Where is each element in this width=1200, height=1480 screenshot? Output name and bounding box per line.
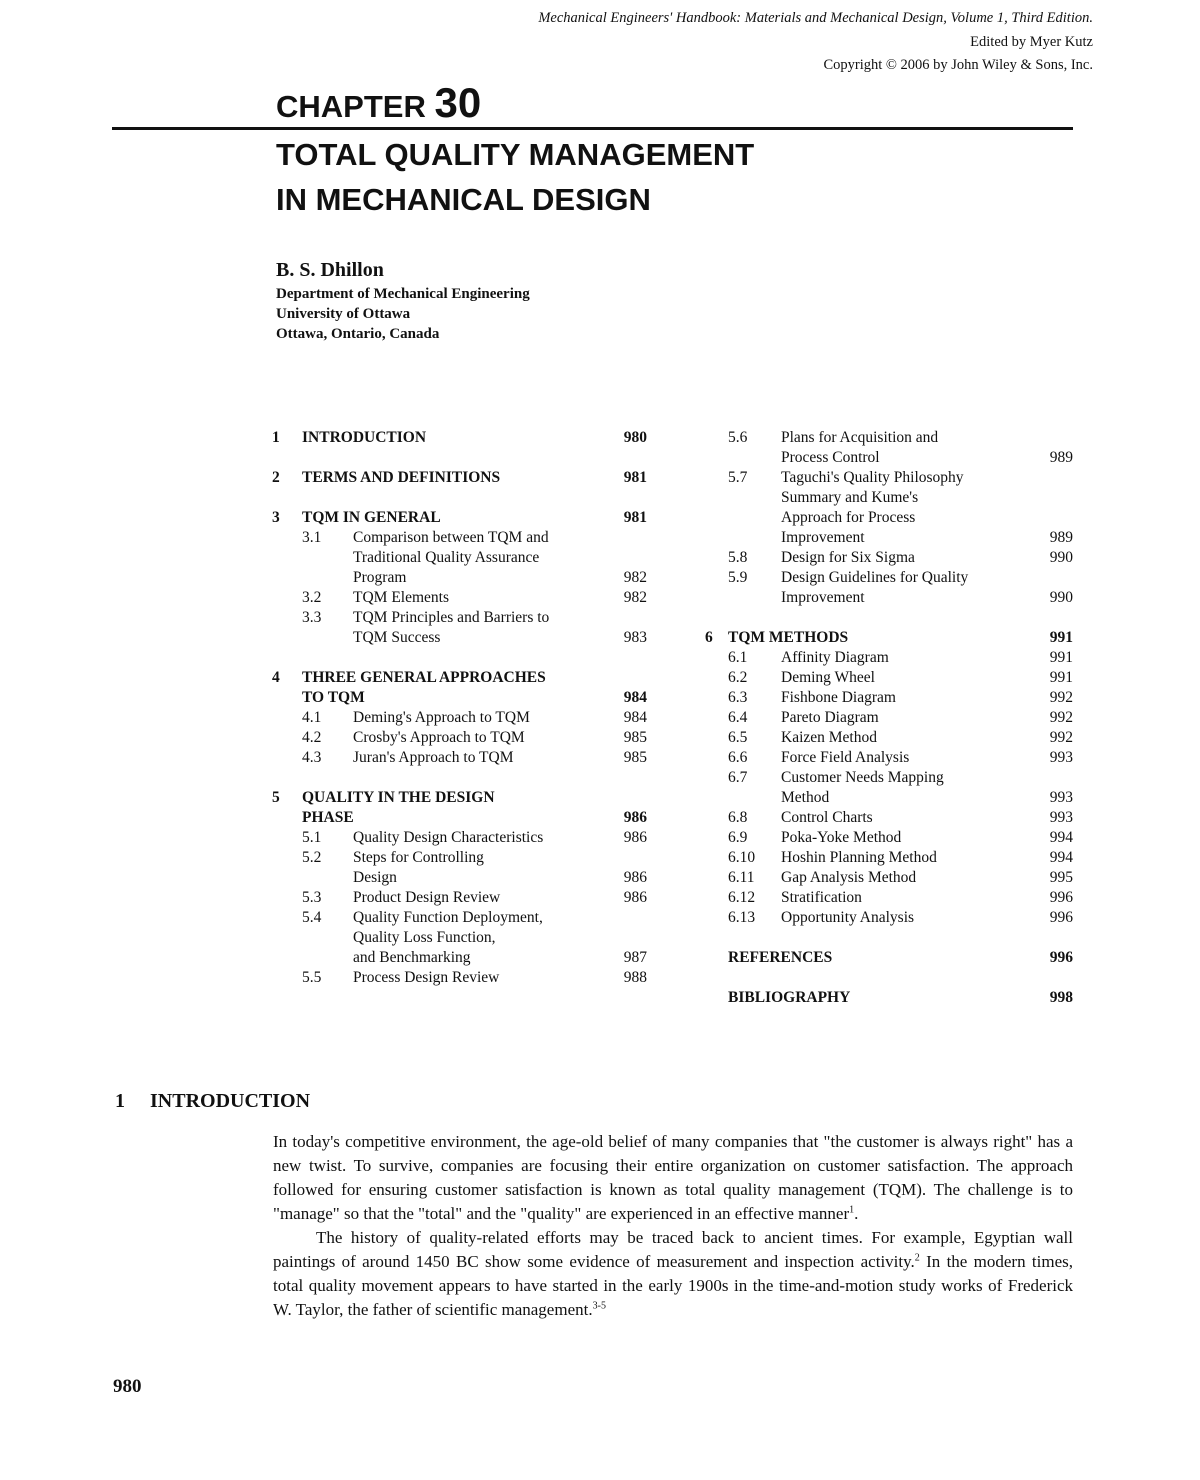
toc-entry	[725, 448, 1075, 468]
paragraph-1-text: In today's competitive environment, the age-old belief of many companies that "the customer is always right" has a new twist. To survive, companies are focusing their entire organization on customer satisfaction. The approach followed for ensuring customer satisfaction is known as total quality management (TQM). The challenge is to "manage" so that the "total" and the "quality" are experienced in an effective manner	[273, 1132, 1073, 1223]
toc-entry-title: Program	[353, 569, 407, 586]
toc-entry	[272, 628, 649, 648]
chapter-title-line-2: IN MECHANICAL DESIGN	[276, 182, 651, 217]
toc-section-number: 5	[272, 789, 280, 806]
toc-entry-title: REFERENCES	[728, 949, 833, 966]
section-heading	[115, 1090, 310, 1113]
toc-entry	[272, 968, 649, 988]
toc-entry-title: Quality Design Characteristics	[353, 829, 544, 846]
toc-subsection-number: 5.4	[302, 909, 322, 926]
toc-entry-title: Summary and Kume's	[781, 489, 919, 506]
toc-subsection-number: 5.6	[728, 429, 748, 446]
toc-entry-title: Process Design Review	[353, 969, 500, 986]
toc-subsection-number: 4.1	[302, 709, 322, 726]
toc-page-number: 981	[623, 509, 647, 526]
toc-subsection-number: 5.3	[302, 889, 322, 906]
toc-entry-title: Design for Six Sigma	[781, 549, 915, 566]
toc-entry-title: Plans for Acquisition and	[781, 429, 939, 446]
toc-subsection-number: 6.1	[728, 649, 748, 666]
toc-spacer	[725, 968, 1075, 988]
chapter-title-line-1: TOTAL QUALITY MANAGEMENT	[276, 137, 755, 172]
reference-1: 1	[849, 1204, 855, 1216]
toc-entry-title: Deming Wheel	[781, 669, 875, 686]
toc-subsection-number: 3.3	[302, 609, 322, 626]
toc-page-number: 982	[623, 589, 647, 606]
toc-section-number: 1	[272, 429, 280, 446]
toc-subsection-number: 6.4	[728, 709, 748, 726]
toc-page-number: 995	[1049, 869, 1073, 886]
toc-entry-title: TQM IN GENERAL	[302, 509, 441, 526]
toc-entry	[272, 928, 649, 948]
toc-entry	[725, 428, 1075, 448]
toc-subsection-number: 6.9	[728, 829, 748, 846]
toc-entry-title: INTRODUCTION	[302, 429, 427, 446]
toc-page-number: 986	[623, 809, 647, 826]
reference-3-5: 3-5	[592, 1300, 606, 1312]
toc-entry-title: Design	[353, 869, 397, 886]
toc-page-number: 986	[623, 869, 647, 886]
toc-entry	[272, 608, 649, 628]
toc-entry-title: Approach for Process	[781, 509, 916, 526]
toc-subsection-number: 5.2	[302, 849, 322, 866]
copyright-line: Copyright © 2006 by John Wiley & Sons, Inc.	[823, 57, 1093, 73]
toc-entry	[272, 748, 649, 768]
toc-entry	[725, 748, 1075, 768]
toc-entry-title: Crosby's Approach to TQM	[353, 729, 525, 746]
toc-subsection-number: 5.7	[728, 469, 748, 486]
toc-entry-title: Stratification	[781, 889, 862, 906]
toc-subsection-number: 3.1	[302, 529, 322, 546]
toc-entry-title: Fishbone Diagram	[781, 689, 896, 706]
toc-entry	[725, 488, 1075, 508]
toc-entry	[272, 808, 649, 828]
toc-entry	[725, 588, 1075, 608]
toc-subsection-number: 6.8	[728, 809, 748, 826]
toc-entry-title: Deming's Approach to TQM	[353, 709, 530, 726]
toc-subsection-number: 6.10	[728, 849, 756, 866]
toc-entry-title: Hoshin Planning Method	[781, 849, 937, 866]
toc-entry-title: Product Design Review	[353, 889, 501, 906]
toc-page-number: 982	[623, 569, 647, 586]
chapter-heading	[276, 79, 482, 128]
toc-page-number: 992	[1049, 689, 1073, 706]
toc-entry	[272, 508, 649, 528]
toc-entry	[725, 948, 1075, 968]
toc-entry	[725, 788, 1075, 808]
toc-subsection-number: 6.11	[728, 869, 755, 886]
toc-entry	[725, 988, 1075, 1008]
author-name: B. S. Dhillon	[276, 259, 384, 281]
section-title: INTRODUCTION	[150, 1090, 311, 1112]
toc-subsection-number: 6.12	[728, 889, 756, 906]
toc-page-number: 980	[623, 429, 647, 446]
toc-entry	[725, 468, 1075, 488]
toc-entry	[725, 568, 1075, 588]
toc-subsection-number: 5.9	[728, 569, 748, 586]
toc-subsection-number: 4.3	[302, 749, 322, 766]
toc-section-number: 3	[272, 509, 280, 526]
toc-entry-title: TO TQM	[302, 689, 365, 706]
toc-entry-title: QUALITY IN THE DESIGN	[302, 789, 495, 806]
toc-entry	[725, 508, 1075, 528]
toc-entry-title: Improvement	[781, 589, 865, 606]
toc-entry	[725, 888, 1075, 908]
toc-entry	[725, 768, 1075, 788]
toc-page-number: 992	[1049, 709, 1073, 726]
toc-entry-title: Improvement	[781, 529, 865, 546]
toc-page-number: 994	[1049, 829, 1073, 846]
toc-entry	[272, 948, 649, 968]
toc-entry-title: TQM Principles and Barriers to	[353, 609, 550, 626]
toc-subsection-number: 6.7	[728, 769, 748, 786]
toc-right-column	[705, 428, 1075, 1008]
toc-entry-title: Steps for Controlling	[353, 849, 484, 866]
toc-subsection-number: 4.2	[302, 729, 322, 746]
toc-spacer	[272, 768, 649, 788]
chapter-rule	[112, 127, 1073, 130]
section-number: 1	[115, 1090, 125, 1112]
toc-entry	[725, 648, 1075, 668]
toc-entry-title: Method	[781, 789, 830, 806]
toc-entry	[725, 908, 1075, 928]
toc-entry	[272, 468, 649, 488]
toc-page-number: 983	[623, 629, 647, 646]
paragraph-2	[273, 1226, 1073, 1322]
toc-subsection-number: 6.6	[728, 749, 748, 766]
toc-entry	[725, 868, 1075, 888]
toc-entry	[272, 568, 649, 588]
toc-page-number: 986	[623, 889, 647, 906]
toc-entry-title: BIBLIOGRAPHY	[728, 989, 851, 1006]
toc-page-number: 993	[1049, 749, 1073, 766]
toc-page-number: 988	[623, 969, 647, 986]
toc-page-number: 998	[1049, 989, 1073, 1006]
toc-subsection-number: 6.3	[728, 689, 748, 706]
toc-entry	[272, 888, 649, 908]
toc-entry	[725, 548, 1075, 568]
toc-page-number: 992	[1049, 729, 1073, 746]
toc-page-number: 991	[1049, 629, 1073, 646]
toc-entry	[725, 528, 1075, 548]
toc-entry-title: Control Charts	[781, 809, 873, 826]
toc-entry	[272, 548, 649, 568]
toc-page-number: 985	[623, 749, 647, 766]
toc-entry-title: TQM METHODS	[728, 629, 849, 646]
toc-entry	[272, 868, 649, 888]
toc-entry-title: Design Guidelines for Quality	[781, 569, 969, 586]
toc-entry-title: PHASE	[302, 809, 354, 826]
affiliation-location: Ottawa, Ontario, Canada	[276, 326, 440, 342]
toc-entry	[272, 528, 649, 548]
editor-line: Edited by Myer Kutz	[970, 34, 1093, 50]
toc-page-number: 989	[1049, 529, 1073, 546]
toc-entry	[725, 808, 1075, 828]
paragraph-1-end: .	[854, 1204, 859, 1223]
toc-entry-title: THREE GENERAL APPROACHES	[302, 669, 546, 686]
toc-entry	[725, 828, 1075, 848]
toc-page-number: 989	[1049, 449, 1073, 466]
toc-entry-title: Force Field Analysis	[781, 749, 910, 766]
toc-entry	[272, 688, 649, 708]
toc-entry	[272, 728, 649, 748]
toc-page-number: 993	[1049, 809, 1073, 826]
toc-page-number: 984	[623, 689, 647, 706]
paragraph-1	[273, 1130, 1073, 1226]
toc-entry	[272, 908, 649, 928]
toc-entry-title: Taguchi's Quality Philosophy	[781, 469, 964, 486]
section-body	[273, 1130, 1073, 1322]
paragraph-2-text-a: The history of quality-related efforts may be traced back to ancient times. For example, Egyptian wall paintings of around 1450 BC show some evidence of measurement and inspection activity.	[273, 1228, 1073, 1271]
toc-page-number: 987	[623, 949, 647, 966]
toc-spacer	[725, 608, 1075, 628]
toc-page-number: 994	[1049, 849, 1073, 866]
toc-page-number: 996	[1049, 889, 1073, 906]
toc-entry	[725, 728, 1075, 748]
toc-entry-title: TERMS AND DEFINITIONS	[302, 469, 501, 486]
toc-entry-title: TQM Elements	[353, 589, 449, 606]
chapter-number: 30	[434, 79, 482, 126]
toc-page-number: 986	[623, 829, 647, 846]
book-citation: Mechanical Engineers' Handbook: Materials and Mechanical Design, Volume 1, Third Edition.	[538, 10, 1093, 26]
toc-page-number: 991	[1049, 649, 1073, 666]
toc-entry	[272, 708, 649, 728]
toc-page-number: 985	[623, 729, 647, 746]
toc-entry	[272, 848, 649, 868]
toc-entry-title: Quality Loss Function,	[353, 929, 496, 946]
toc-left-column	[272, 428, 649, 988]
toc-spacer	[272, 448, 649, 468]
toc-section-number: 2	[272, 469, 280, 486]
toc-entry-title: Comparison between TQM and	[353, 529, 549, 546]
toc-entry	[725, 688, 1075, 708]
toc-entry	[725, 708, 1075, 728]
toc-subsection-number: 5.5	[302, 969, 322, 986]
toc-entry	[272, 788, 649, 808]
affiliation-university: University of Ottawa	[276, 306, 411, 322]
toc-entry-title: TQM Success	[353, 629, 441, 646]
toc-page-number: 990	[1049, 589, 1073, 606]
toc-subsection-number: 6.13	[728, 909, 756, 926]
toc-entry	[725, 848, 1075, 868]
toc-page-number: 990	[1049, 549, 1073, 566]
toc-entry	[705, 628, 1075, 648]
toc-spacer	[725, 928, 1075, 948]
toc-entry	[272, 828, 649, 848]
toc-page-number: 996	[1049, 909, 1073, 926]
toc-entry	[272, 588, 649, 608]
toc-subsection-number: 5.8	[728, 549, 748, 566]
toc-entry	[272, 668, 649, 688]
toc-section-number: 4	[272, 669, 280, 686]
toc-entry-title: Customer Needs Mapping	[781, 769, 944, 786]
toc-page-number: 996	[1049, 949, 1073, 966]
toc-page-number: 984	[623, 709, 647, 726]
toc-spacer	[272, 488, 649, 508]
toc-entry-title: Opportunity Analysis	[781, 909, 915, 926]
toc-entry-title: Juran's Approach to TQM	[353, 749, 514, 766]
toc-entry-title: Kaizen Method	[781, 729, 877, 746]
toc-page-number: 991	[1049, 669, 1073, 686]
toc-entry	[725, 668, 1075, 688]
toc-entry	[272, 428, 649, 448]
toc-entry-title: Poka-Yoke Method	[781, 829, 902, 846]
toc-section-number: 6	[705, 629, 713, 646]
reference-2: 2	[914, 1252, 920, 1264]
toc-entry-title: Quality Function Deployment,	[353, 909, 543, 926]
chapter-label: CHAPTER	[276, 89, 426, 124]
toc-entry-title: Gap Analysis Method	[781, 869, 917, 886]
toc-page-number: 981	[623, 469, 647, 486]
toc-subsection-number: 6.2	[728, 669, 748, 686]
toc-spacer	[272, 648, 649, 668]
toc-entry-title: Traditional Quality Assurance	[353, 549, 540, 566]
toc-entry-title: Affinity Diagram	[781, 649, 889, 666]
toc-subsection-number: 3.2	[302, 589, 322, 606]
toc-entry-title: Pareto Diagram	[781, 709, 879, 726]
paragraph-2-text-b: In the modern times, total quality movement appears to have started in the early 1900s in the time-and-motion study works of Frederick W. Taylor, the father of scientific management.	[273, 1252, 1073, 1319]
affiliation-department: Department of Mechanical Engineering	[276, 286, 530, 302]
toc-subsection-number: 5.1	[302, 829, 322, 846]
toc-entry-title: and Benchmarking	[353, 949, 471, 966]
page-number: 980	[113, 1376, 142, 1397]
toc-page-number: 993	[1049, 789, 1073, 806]
toc-subsection-number: 6.5	[728, 729, 748, 746]
toc-entry-title: Process Control	[781, 449, 880, 466]
